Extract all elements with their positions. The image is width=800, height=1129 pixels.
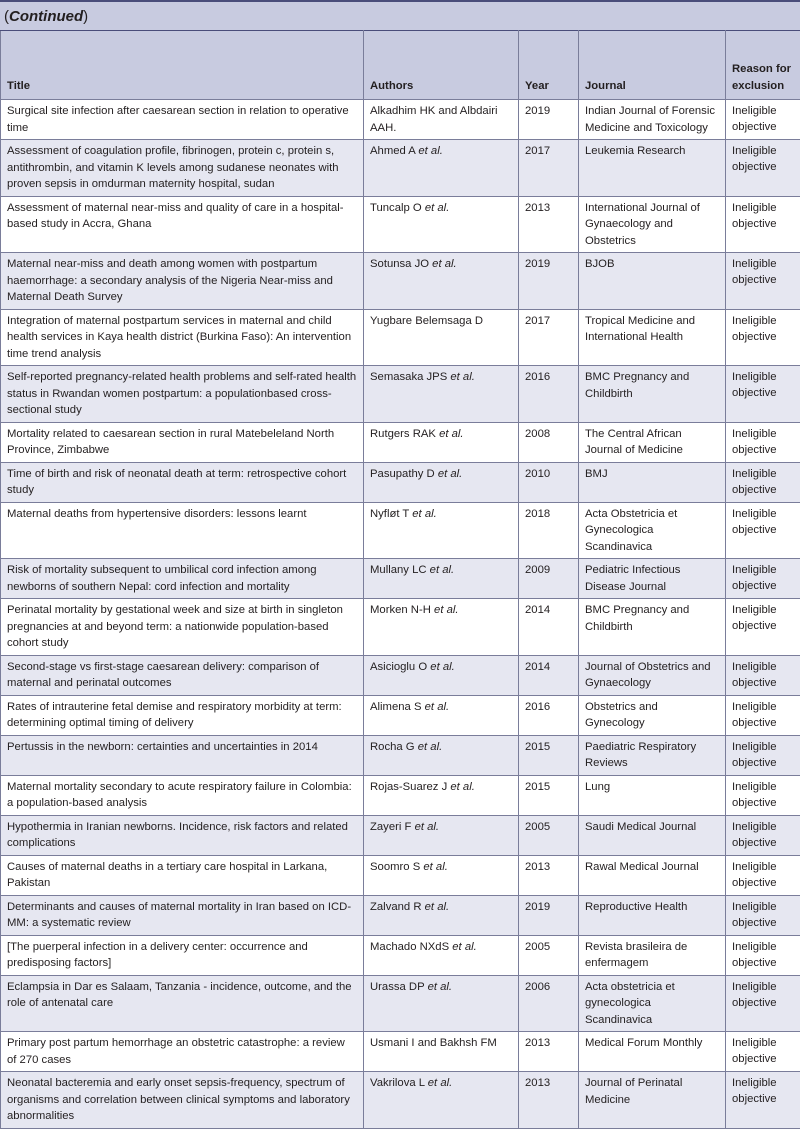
- header-journal: Journal: [579, 31, 726, 100]
- et-al: et al.: [430, 564, 455, 576]
- author-name: Alkadhim HK and Albdairi AAH.: [370, 105, 497, 134]
- cell-title: Maternal mortality secondary to acute respiratory failure in Colombia: a population-based analysis: [1, 775, 364, 815]
- cell-title: Time of birth and risk of neonatal death at term: retrospective cohort study: [1, 462, 364, 502]
- table-header: [1, 31, 800, 100]
- cell-reason: Ineligible objective: [726, 1072, 800, 1129]
- header-reason: Reason for exclusion: [726, 31, 800, 100]
- table-row: [1, 975, 800, 1032]
- table-row: [1, 1072, 800, 1129]
- cell-journal: Journal of Perinatal Medicine: [579, 1072, 726, 1129]
- table-row: [1, 309, 800, 366]
- author-name: Pasupathy D: [370, 468, 438, 480]
- table-row: [1, 935, 800, 975]
- cell-authors: [364, 140, 519, 197]
- author-name: Urassa DP: [370, 981, 428, 993]
- cell-authors: [364, 895, 519, 935]
- cell-journal: BJOB: [579, 253, 726, 310]
- cell-authors: [364, 815, 519, 855]
- cell-title: Eclampsia in Dar es Salaam, Tanzania - incidence, outcome, and the role of antenatal care: [1, 975, 364, 1032]
- cell-reason: Ineligible objective: [726, 735, 800, 775]
- table-row: [1, 655, 800, 695]
- cell-journal: Journal of Obstetrics and Gynaecology: [579, 655, 726, 695]
- cell-journal: Revista brasileira de enfermagem: [579, 935, 726, 975]
- cell-reason: Ineligible objective: [726, 599, 800, 656]
- author-name: Mullany LC: [370, 564, 430, 576]
- cell-authors: [364, 309, 519, 366]
- cell-title: Primary post partum hemorrhage an obstetric catastrophe: a review of 270 cases: [1, 1032, 364, 1072]
- cell-journal: BMC Pregnancy and Childbirth: [579, 599, 726, 656]
- cell-authors: [364, 655, 519, 695]
- cell-reason: Ineligible objective: [726, 775, 800, 815]
- cell-journal: The Central African Journal of Medicine: [579, 422, 726, 462]
- cell-reason: Ineligible objective: [726, 366, 800, 423]
- table-row: [1, 895, 800, 935]
- cell-year: 2013: [519, 1072, 579, 1129]
- author-name: Rocha G: [370, 741, 418, 753]
- cell-journal: BMJ: [579, 462, 726, 502]
- author-name: Vakrilova L: [370, 1077, 428, 1089]
- cell-journal: Lung: [579, 775, 726, 815]
- cell-journal: Medical Forum Monthly: [579, 1032, 726, 1072]
- author-name: Soomro S: [370, 861, 423, 873]
- cell-title: Second-stage vs first-stage caesarean delivery: comparison of maternal and perinatal outcomes: [1, 655, 364, 695]
- cell-authors: [364, 735, 519, 775]
- cell-year: 2013: [519, 855, 579, 895]
- et-al: et al.: [430, 661, 455, 673]
- cell-authors: [364, 775, 519, 815]
- cell-journal: Tropical Medicine and International Health: [579, 309, 726, 366]
- cell-journal: Obstetrics and Gynecology: [579, 695, 726, 735]
- cell-year: 2016: [519, 366, 579, 423]
- cell-title: Maternal deaths from hypertensive disorders: lessons learnt: [1, 502, 364, 559]
- et-al: et al.: [425, 202, 450, 214]
- cell-title: Surgical site infection after caesarean section in relation to operative time: [1, 100, 364, 140]
- cell-authors: [364, 975, 519, 1032]
- cell-title: Pertussis in the newborn: certainties and uncertainties in 2014: [1, 735, 364, 775]
- author-name: Yugbare Belemsaga D: [370, 315, 483, 327]
- cell-title: Maternal near-miss and death among women with postpartum haemorrhage: a secondary analysis of the Nigeria Near-miss and Maternal Death Survey: [1, 253, 364, 310]
- cell-authors: [364, 366, 519, 423]
- table-row: [1, 775, 800, 815]
- et-al: et al.: [428, 981, 453, 993]
- table-row: [1, 1032, 800, 1072]
- et-al: et al.: [425, 701, 450, 713]
- cell-reason: Ineligible objective: [726, 695, 800, 735]
- et-al: et al.: [418, 145, 443, 157]
- table-row: [1, 599, 800, 656]
- cell-title: Risk of mortality subsequent to umbilical cord infection among newborns of southern Nepal: cord infection and mortality: [1, 559, 364, 599]
- continued-banner: (Continued): [0, 0, 800, 30]
- cell-journal: Acta Obstetricia et Gynecologica Scandinavica: [579, 502, 726, 559]
- cell-reason: Ineligible objective: [726, 895, 800, 935]
- cell-authors: [364, 422, 519, 462]
- header-title: Title: [1, 31, 364, 100]
- author-name: Sotunsa JO: [370, 258, 432, 270]
- author-name: Semasaka JPS: [370, 371, 450, 383]
- cell-authors: [364, 253, 519, 310]
- author-name: Tuncalp O: [370, 202, 425, 214]
- cell-year: 2019: [519, 100, 579, 140]
- cell-reason: Ineligible objective: [726, 935, 800, 975]
- cell-reason: Ineligible objective: [726, 253, 800, 310]
- cell-reason: Ineligible objective: [726, 502, 800, 559]
- cell-title: Assessment of maternal near-miss and quality of care in a hospital-based study in Accra, Ghana: [1, 196, 364, 253]
- table-row: [1, 502, 800, 559]
- cell-title: Hypothermia in Iranian newborns. Incidence, risk factors and related complications: [1, 815, 364, 855]
- cell-year: 2016: [519, 695, 579, 735]
- cell-authors: [364, 196, 519, 253]
- author-name: Zayeri F: [370, 821, 415, 833]
- table-row: [1, 735, 800, 775]
- cell-journal: BMC Pregnancy and Childbirth: [579, 366, 726, 423]
- cell-reason: Ineligible objective: [726, 196, 800, 253]
- cell-year: 2017: [519, 140, 579, 197]
- cell-year: 2008: [519, 422, 579, 462]
- cell-journal: Pediatric Infectious Disease Journal: [579, 559, 726, 599]
- author-name: Alimena S: [370, 701, 425, 713]
- cell-title: Neonatal bacteremia and early onset sepsis-frequency, spectrum of organisms and correlation between clinical symptoms and laboratory abnormalities: [1, 1072, 364, 1129]
- continued-label: Continued: [9, 8, 83, 25]
- cell-reason: Ineligible objective: [726, 422, 800, 462]
- author-name: Rutgers RAK: [370, 428, 439, 440]
- cell-title: Causes of maternal deaths in a tertiary care hospital in Larkana, Pakistan: [1, 855, 364, 895]
- author-name: Morken N-H: [370, 604, 434, 616]
- cell-journal: Acta obstetricia et gynecologica Scandinavica: [579, 975, 726, 1032]
- cell-year: 2013: [519, 196, 579, 253]
- author-name: Ahmed A: [370, 145, 418, 157]
- cell-title: Assessment of coagulation profile, fibrinogen, protein c, protein s, antithrombin, and vitamin K levels among sudanese neonates with proven sepsis in omdurman maternity hospital, sudan: [1, 140, 364, 197]
- cell-title: Determinants and causes of maternal mortality in Iran based on ICD-MM: a systematic review: [1, 895, 364, 935]
- cell-title: Self-reported pregnancy-related health problems and self-rated health status in Rwandan women postpartum: a populationbased cross-sectional study: [1, 366, 364, 423]
- cell-year: 2018: [519, 502, 579, 559]
- author-name: Usmani I and Bakhsh FM: [370, 1037, 497, 1049]
- cell-title: [The puerperal infection in a delivery center: occurrence and predisposing factors]: [1, 935, 364, 975]
- author-name: Rojas-Suarez J: [370, 781, 450, 793]
- table-row: [1, 815, 800, 855]
- table-row: [1, 366, 800, 423]
- header-year: Year: [519, 31, 579, 100]
- cell-reason: Ineligible objective: [726, 655, 800, 695]
- cell-authors: [364, 935, 519, 975]
- cell-journal: Saudi Medical Journal: [579, 815, 726, 855]
- cell-year: 2006: [519, 975, 579, 1032]
- et-al: et al.: [412, 508, 437, 520]
- et-al: et al.: [450, 371, 475, 383]
- cell-journal: Leukemia Research: [579, 140, 726, 197]
- cell-authors: [364, 462, 519, 502]
- cell-year: 2014: [519, 599, 579, 656]
- author-name: Nyfløt T: [370, 508, 412, 520]
- cell-year: 2013: [519, 1032, 579, 1072]
- cell-year: 2017: [519, 309, 579, 366]
- table-row: [1, 462, 800, 502]
- cell-journal: Rawal Medical Journal: [579, 855, 726, 895]
- table-row: [1, 695, 800, 735]
- cell-journal: Indian Journal of Forensic Medicine and Toxicology: [579, 100, 726, 140]
- cell-authors: [364, 855, 519, 895]
- et-al: et al.: [438, 468, 463, 480]
- table-row: [1, 253, 800, 310]
- cell-authors: [364, 695, 519, 735]
- table-row: [1, 196, 800, 253]
- cell-year: 2019: [519, 253, 579, 310]
- et-al: et al.: [428, 1077, 453, 1089]
- cell-year: 2009: [519, 559, 579, 599]
- cell-title: Mortality related to caesarean section in rural Matebeleland North Province, Zimbabwe: [1, 422, 364, 462]
- cell-year: 2005: [519, 935, 579, 975]
- cell-authors: [364, 100, 519, 140]
- cell-year: 2005: [519, 815, 579, 855]
- et-al: et al.: [415, 821, 440, 833]
- header-authors: Authors: [364, 31, 519, 100]
- cell-reason: Ineligible objective: [726, 815, 800, 855]
- table-row: [1, 422, 800, 462]
- cell-reason: Ineligible objective: [726, 309, 800, 366]
- cell-journal: International Journal of Gynaecology and Obstetrics: [579, 196, 726, 253]
- cell-reason: Ineligible objective: [726, 559, 800, 599]
- cell-authors: [364, 599, 519, 656]
- author-name: Asicioglu O: [370, 661, 430, 673]
- et-al: et al.: [434, 604, 459, 616]
- cell-reason: Ineligible objective: [726, 1032, 800, 1072]
- cell-journal: Reproductive Health: [579, 895, 726, 935]
- cell-reason: Ineligible objective: [726, 100, 800, 140]
- cell-year: 2019: [519, 895, 579, 935]
- table-row: [1, 140, 800, 197]
- cell-title: Integration of maternal postpartum services in maternal and child health services in Kaya health district (Burkina Faso): An intervention time trend analysis: [1, 309, 364, 366]
- table-row: [1, 559, 800, 599]
- et-al: et al.: [450, 781, 475, 793]
- cell-year: 2015: [519, 775, 579, 815]
- et-al: et al.: [432, 258, 457, 270]
- author-name: Machado NXdS: [370, 941, 452, 953]
- cell-journal: Paediatric Respiratory Reviews: [579, 735, 726, 775]
- cell-title: Perinatal mortality by gestational week and size at birth in singleton pregnancies at and beyond term: a nationwide population-based cohort study: [1, 599, 364, 656]
- author-name: Zalvand R: [370, 901, 425, 913]
- cell-authors: [364, 1032, 519, 1072]
- et-al: et al.: [439, 428, 464, 440]
- cell-reason: Ineligible objective: [726, 140, 800, 197]
- cell-reason: Ineligible objective: [726, 462, 800, 502]
- table-row: [1, 855, 800, 895]
- cell-year: 2015: [519, 735, 579, 775]
- et-al: et al.: [418, 741, 443, 753]
- table-row: [1, 100, 800, 140]
- exclusion-table: [0, 30, 800, 1129]
- et-al: et al.: [423, 861, 448, 873]
- et-al: et al.: [425, 901, 450, 913]
- cell-authors: [364, 1072, 519, 1129]
- table-body: [1, 100, 800, 1129]
- cell-authors: [364, 559, 519, 599]
- cell-title: Rates of intrauterine fetal demise and respiratory morbidity at term: determining optimal timing of delivery: [1, 695, 364, 735]
- cell-authors: [364, 502, 519, 559]
- cell-reason: Ineligible objective: [726, 855, 800, 895]
- cell-year: 2010: [519, 462, 579, 502]
- et-al: et al.: [452, 941, 477, 953]
- cell-year: 2014: [519, 655, 579, 695]
- cell-reason: Ineligible objective: [726, 975, 800, 1032]
